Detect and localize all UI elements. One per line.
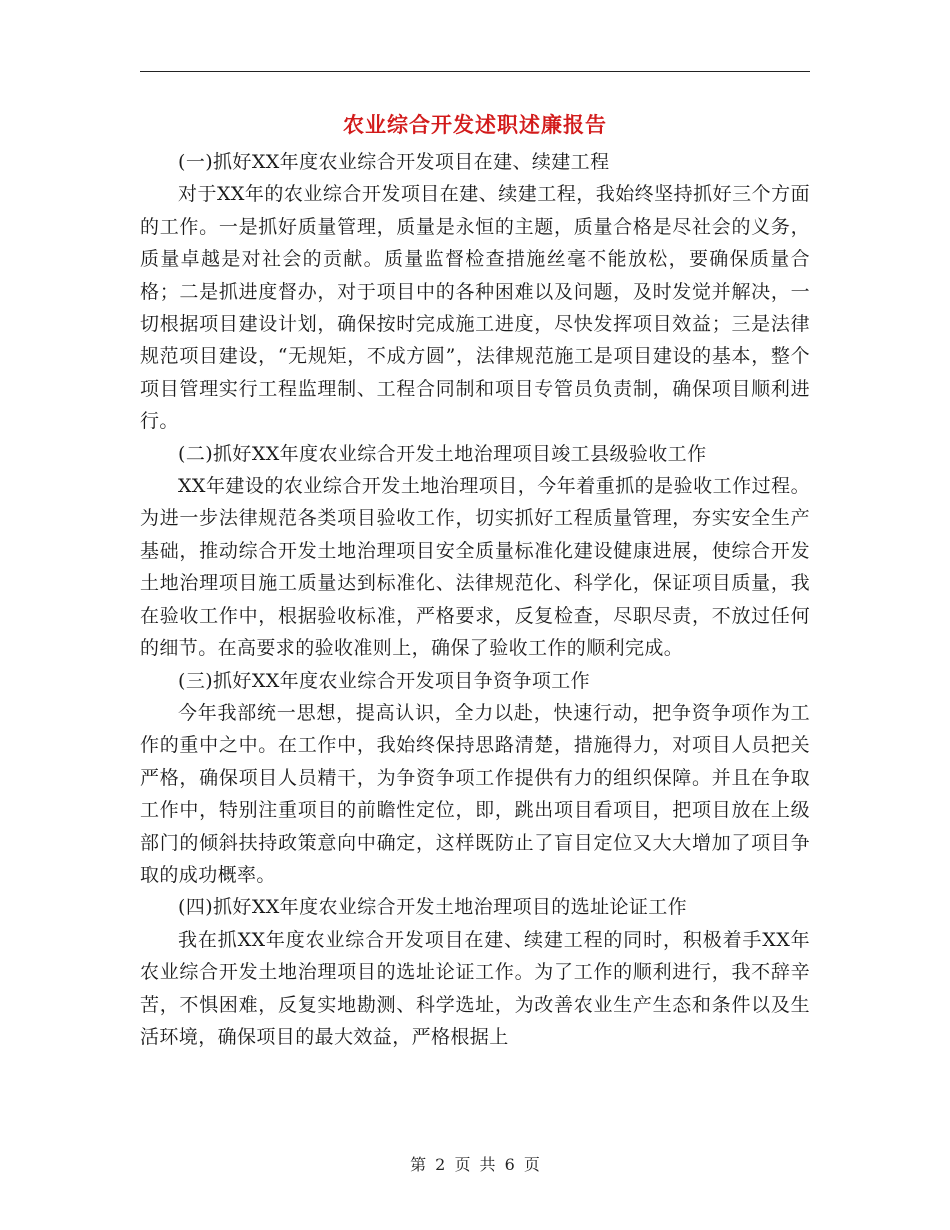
section-heading-1: (一)抓好XX年度农业综合开发项目在建、续建工程 — [178, 151, 610, 173]
page-title: 农业综合开发述职述廉报告 — [343, 112, 607, 137]
body-paragraph-4: 我在抓XX年度农业综合开发项目在建、续建工程的同时，积极着手XX年农业综合开发土地治理项目的选址论证工作。为了工作的顺利进行，我不辞辛苦，不惧困难，反复实地勘测、科学选址，为改善农业生产生态和条件以及生活环境，确保项目的最大效益，严格根据上 — [140, 928, 810, 1048]
section-heading-3: (三)抓好XX年度农业综合开发项目争资争项工作 — [178, 669, 591, 692]
section-heading-4: (四)抓好XX年度农业综合开发土地治理项目的选址论证工作 — [178, 896, 688, 919]
document-body — [140, 146, 810, 1053]
body-paragraph-2: XX年建设的农业综合开发土地治理项目，今年着重抓的是验收工作过程。为进一步法律规范各类项目验收工作，切实抓好工程质量管理，夯实安全生产基础，推动综合开发土地治理项目安全质量标准化建设健康进展，使综合开发土地治理项目施工质量达到标准化、法律规范化、科学化，保证项目质量，我在验收工作中，根据验收标准，严格要求，反复检查，尽职尽责，不放过任何的细节。在高要求的验收准则上，确保了验收工作的顺利完成。 — [140, 475, 810, 660]
section-heading-2: (二)抓好XX年度农业综合开发土地治理项目竣工县级验收工作 — [178, 442, 707, 465]
body-paragraph-1: 对于XX年的农业综合开发项目在建、续建工程，我始终坚持抓好三个方面的工作。一是抓好质量管理，质量是永恒的主题，质量合格是尽社会的义务，质量卓越是对社会的贡献。质量监督检查措施丝毫不能放松，要确保质量合格；二是抓进度督办，对于项目中的各种困难以及问题，及时发觉并解决，一切根据项目建设计划，确保按时完成施工进度，尽快发挥项目效益；三是法律规范项目建设，“无规矩，不成方圆”，法律规范施工是项目建设的基本，整个项目管理实行工程监理制、工程合同制和项目专管员负责制，确保项目顺利进行。 — [140, 183, 810, 433]
body-paragraph-3: 今年我部统一思想，提高认识，全力以赴，快速行动，把争资争项作为工作的重中之中。在工作中，我始终保持思路清楚，措施得力，对项目人员把关严格，确保项目人员精干，为争资争项工作提供有力的组织保障。并且在争取工作中，特别注重项目的前瞻性定位，即，跳出项目看项目，把项目放在上级部门的倾斜扶持政策意向中确定，这样既防止了盲目定位又大大增加了项目争取的成功概率。 — [140, 701, 810, 886]
header-rule — [140, 71, 810, 72]
page-number: 第 2 页 共 6 页 — [410, 1155, 540, 1174]
